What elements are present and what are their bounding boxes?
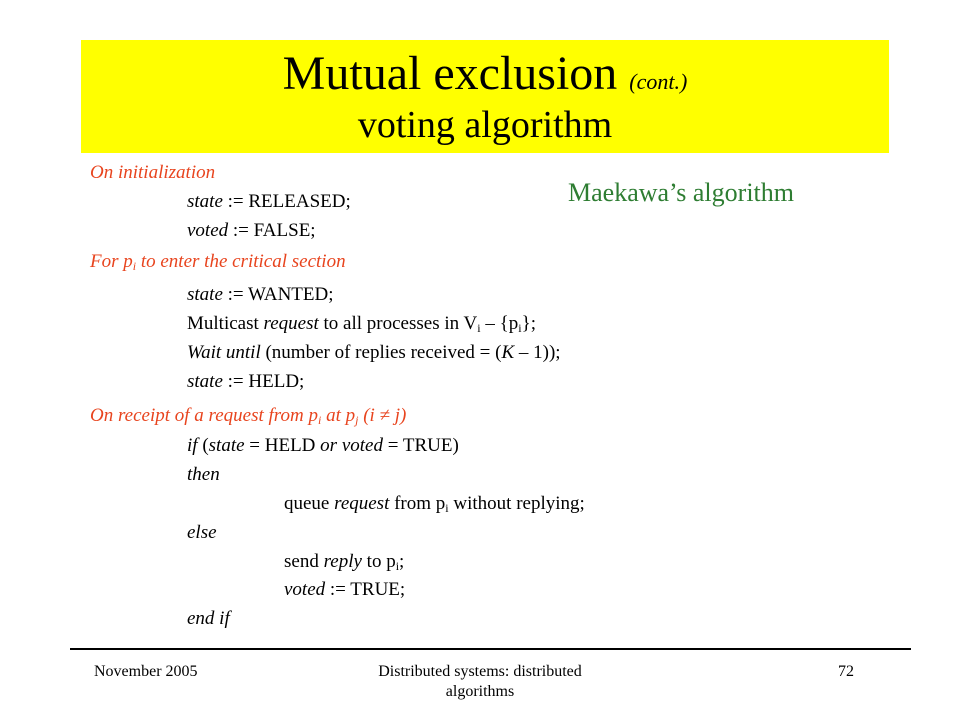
receipt-voted-line: voted := TRUE;: [284, 579, 406, 600]
init-heading: On initialization: [90, 162, 216, 183]
slide-subtitle: voting algorithm: [357, 104, 613, 146]
receipt-else-line: else: [187, 522, 217, 543]
enter-multicast-line: Multicast request to all processes in $V_i - \{p_i\}$;: [187, 313, 536, 335]
footer-divider: [70, 648, 911, 650]
init-voted-line: voted := FALSE;: [187, 220, 316, 241]
receipt-endif-line: end if: [187, 608, 230, 629]
init-state-line: state := RELEASED;: [187, 191, 351, 212]
enter-wait-line: Wait until (number of replies received = (K – 1));: [187, 342, 561, 363]
receipt-heading: On receipt of a request from $p_i$ at $p_j$ (i ≠ j): [90, 405, 407, 427]
title-cont: (cont.): [629, 69, 688, 94]
page-number: 72: [838, 663, 854, 680]
enter-heading: For $p_i$ to enter the critical section: [90, 251, 346, 273]
footer-course: Distributed systems: distributed algorithms: [378, 663, 582, 700]
receipt-queue-line: queue request from $p_i$ without replying;: [284, 493, 585, 515]
footer-date: November 2005: [94, 663, 198, 680]
algorithm-label: Maekawa’s algorithm: [568, 178, 794, 207]
enter-state-wanted: state := WANTED;: [187, 284, 334, 305]
receipt-send-line: send reply to $p_i$;: [284, 551, 405, 573]
title-main: Mutual exclusion: [282, 47, 618, 100]
receipt-then-line: then: [187, 464, 220, 485]
title-banner: [81, 40, 889, 153]
receipt-if-line: if (state = HELD or voted = TRUE): [187, 435, 459, 456]
enter-state-held: state := HELD;: [187, 371, 305, 392]
